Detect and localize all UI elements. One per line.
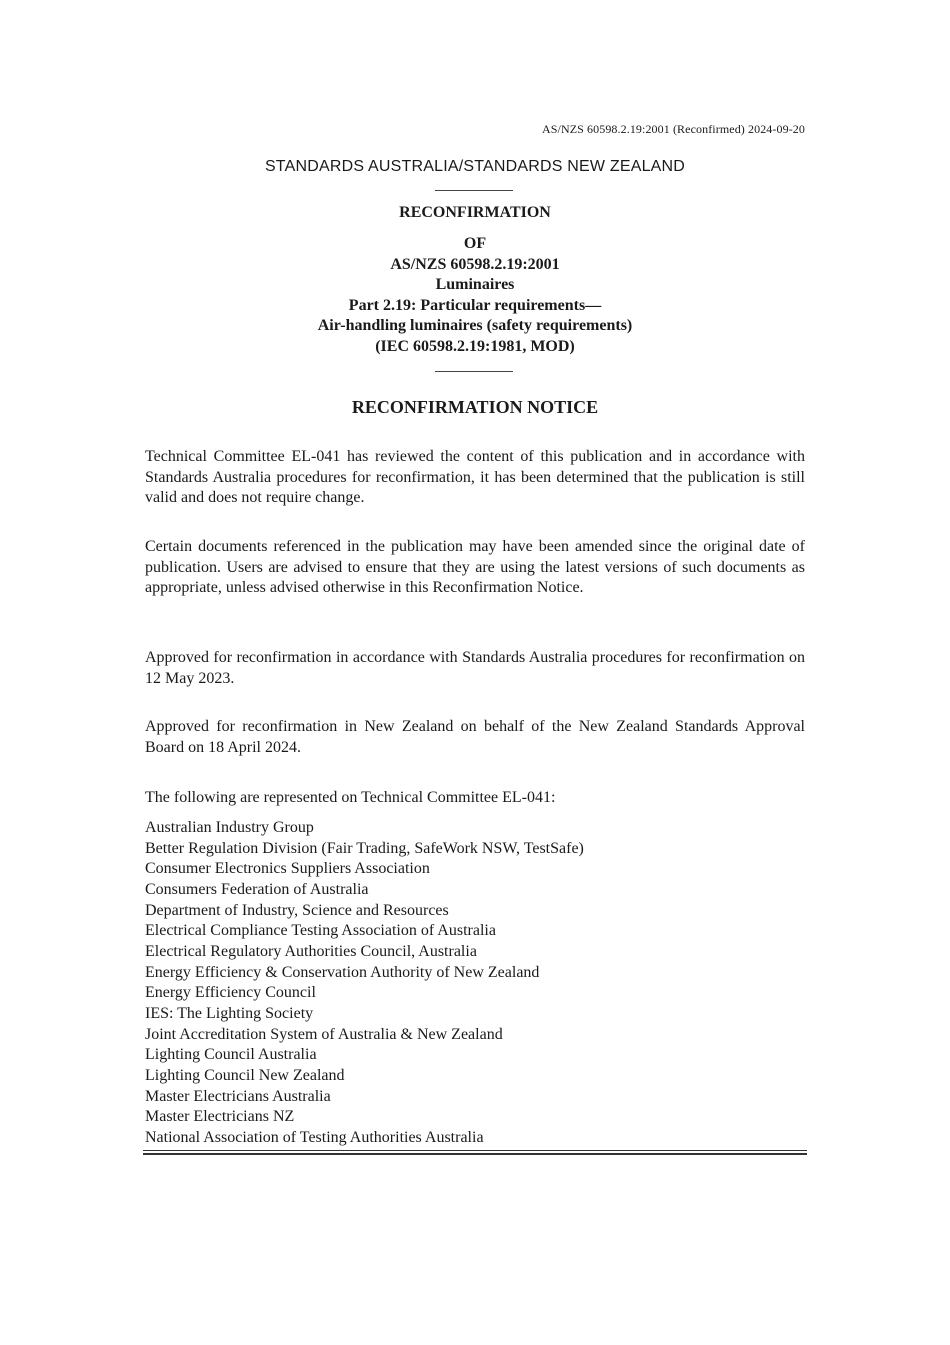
committee-member: Department of Industry, Science and Resources xyxy=(145,901,449,919)
committee-member: Consumers Federation of Australia xyxy=(145,880,369,898)
committee-member: Master Electricians Australia xyxy=(145,1087,331,1105)
committee-member: National Association of Testing Authorities Australia xyxy=(145,1128,484,1146)
standard-part: Part 2.19: Particular requirements— xyxy=(348,296,602,314)
title-block xyxy=(0,234,950,357)
standard-subject: Luminaires xyxy=(435,276,515,293)
committee-member: Australian Industry Group xyxy=(145,819,314,836)
committee-member: Better Regulation Division (Fair Trading, SafeWork NSW, TestSafe) xyxy=(145,839,584,857)
paragraph-approval-australia: Approved for reconfirmation in accordance with Standards Australia procedures for reconfirmation on 12 May 2023. xyxy=(145,649,805,687)
committee-member: Consumer Electronics Suppliers Association xyxy=(145,860,430,878)
notice-heading: RECONFIRMATION NOTICE xyxy=(351,397,599,417)
title-reconfirmation: RECONFIRMATION xyxy=(399,204,551,221)
paragraph-references: Certain documents referenced in the publication may have been amended since the original date of publication. Users are advised to ensure that they are using the latest versions of such documents as appropriate, unless advised otherwise in this Reconfirmation Notice. xyxy=(145,538,805,597)
paragraph-approval-new-zealand: Approved for reconfirmation in New Zealand on behalf of the New Zealand Standards Approval Board on 18 April 2024. xyxy=(145,718,805,756)
document-reference: AS/NZS 60598.2.19:2001 (Reconfirmed) 2024-09-20 xyxy=(541,122,805,136)
committee-member-list xyxy=(145,818,805,1149)
committee-intro: The following are represented on Technical Committee EL-041: xyxy=(145,789,556,806)
committee-member: Lighting Council Australia xyxy=(145,1046,317,1064)
committee-member: Electrical Regulatory Authorities Council, Australia xyxy=(145,942,477,960)
organization-name: STANDARDS AUSTRALIA/STANDARDS NEW ZEALAND xyxy=(264,158,686,175)
iec-reference: (IEC 60598.2.19:1981, MOD) xyxy=(375,337,575,355)
standard-part-continued: Air-handling luminaires (safety requirements) xyxy=(317,317,633,334)
standard-number: AS/NZS 60598.2.19:2001 xyxy=(390,255,560,273)
committee-member: IES: The Lighting Society xyxy=(145,1004,314,1022)
title-of: OF xyxy=(463,235,487,252)
title-divider-bottom xyxy=(435,371,513,372)
committee-member: Master Electricians NZ xyxy=(145,1108,295,1126)
committee-member: Lighting Council New Zealand xyxy=(145,1066,345,1084)
paragraph-review: Technical Committee EL-041 has reviewed the content of this publication and in accordance with Standards Australia procedures for reconfirmation, it has been determined that the publication is still valid and does not require change. xyxy=(145,448,805,507)
committee-member: Joint Accreditation System of Australia & New Zealand xyxy=(145,1025,503,1043)
section-end-rule xyxy=(143,1150,807,1155)
committee-member: Energy Efficiency Council xyxy=(145,984,316,1002)
committee-member: Electrical Compliance Testing Association of Australia xyxy=(145,922,496,940)
committee-member: Energy Efficiency & Conservation Authority of New Zealand xyxy=(145,963,540,981)
title-divider-top xyxy=(435,190,513,191)
